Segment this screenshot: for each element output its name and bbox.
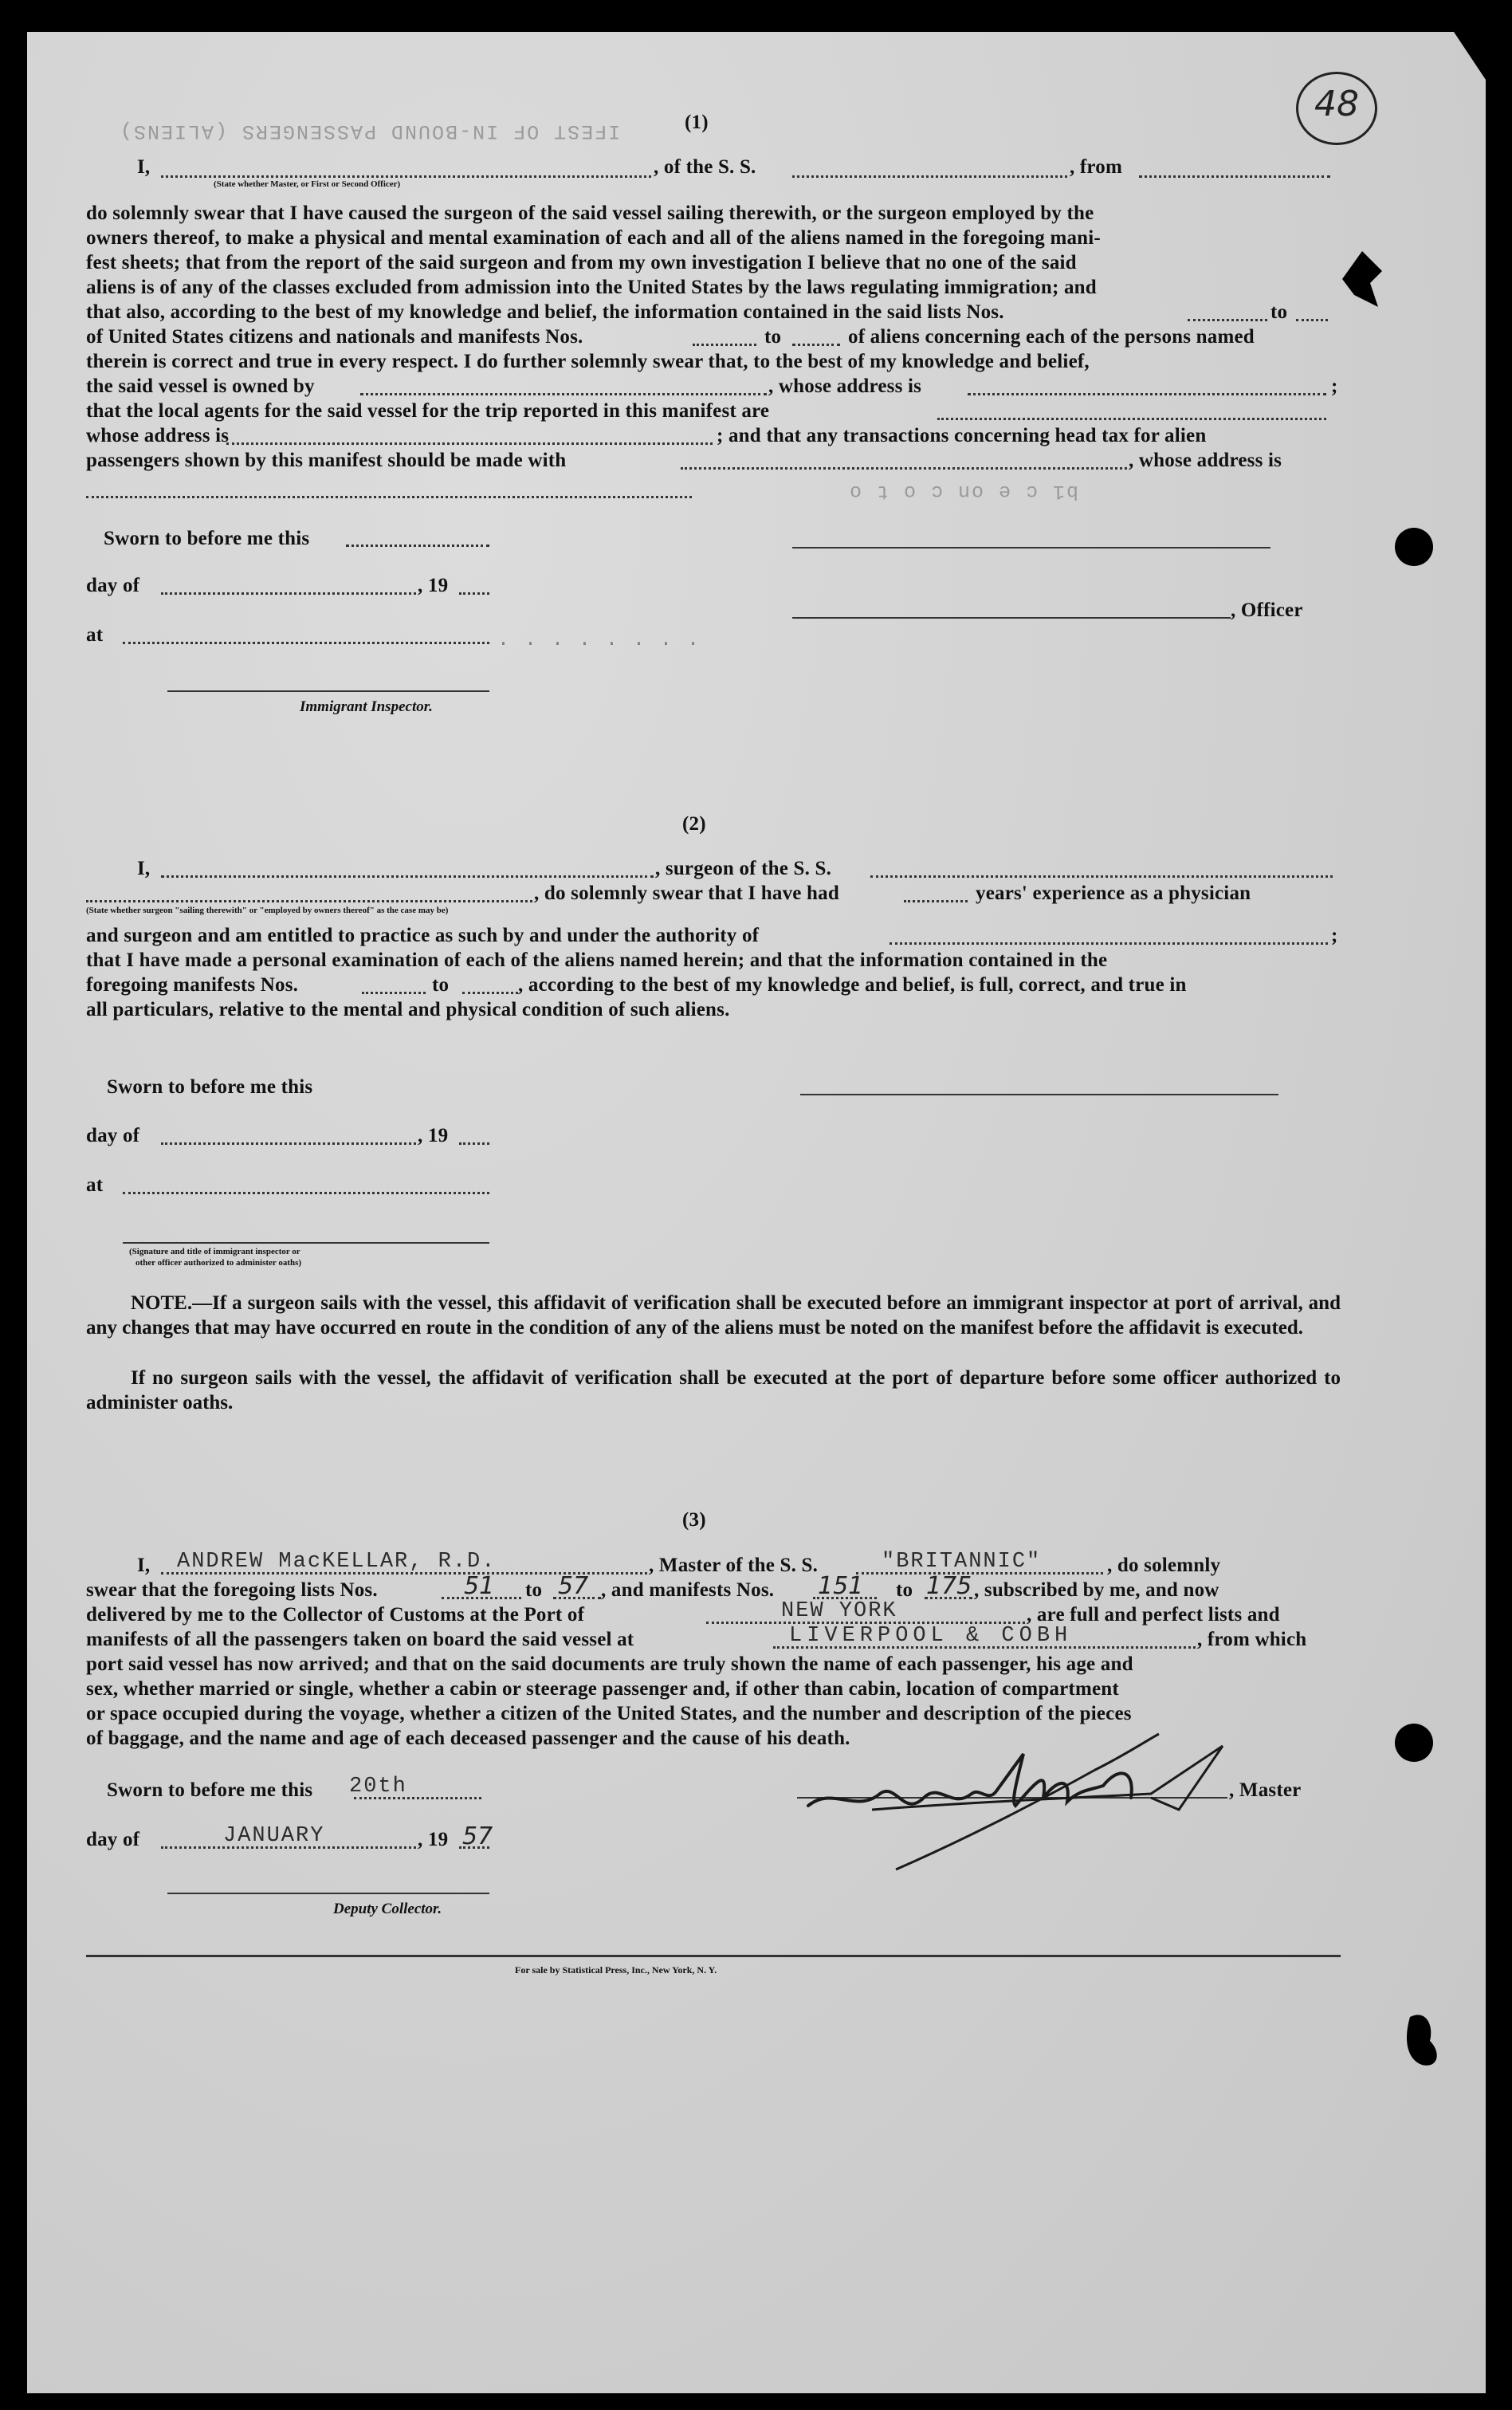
section3-master-name: ANDREW MacKELLAR, R.D. <box>177 1550 497 1574</box>
section1-officer-caption: (State whether Master, or First or Second Officer) <box>214 179 401 189</box>
section1-line8a: the said vessel is owned by <box>86 375 315 397</box>
section3-line4: port said vessel has now arrived; and that on the said documents are truly shown the name of each passenger, his age and <box>86 1653 1133 1675</box>
section2-signature-line <box>800 1094 1278 1095</box>
section2-line3c: , according to the best of my knowledge and belief, is full, correct, and true in <box>518 974 1187 996</box>
section3-manifests-to: 175 <box>926 1572 972 1600</box>
section1-heading: (1) <box>685 112 709 133</box>
manifest-affidavit-page <box>27 32 1486 2393</box>
section1-line5a: that also, according to the best of my knowledge and belief, the information contained in the said lists Nos. <box>86 301 1004 323</box>
section1-line7: therein is correct and true in every respect. I do further solemnly swear that, to the best of my knowledge and belief, <box>86 351 1090 372</box>
section2-line3b: to <box>432 974 450 996</box>
section1-officer: , Officer <box>1231 600 1303 621</box>
section2-to-line <box>462 992 518 994</box>
section3-sworn: Sworn to before me this <box>107 1779 313 1801</box>
section3-year-prefix: , 19 <box>418 1829 449 1850</box>
section2-line4: all particulars, relative to the mental and physical condition of such aliens. <box>86 999 730 1020</box>
section1-line10b: ; and that any transactions concerning head tax for alien <box>717 425 1207 446</box>
section2-surgeon-caption: (State whether surgeon "sailing therewith" or "employed by owners thereof" as the case may be) <box>86 906 449 915</box>
section2-at-line <box>123 1192 489 1194</box>
section1-day-line <box>161 592 416 595</box>
section2-from-line <box>362 992 426 994</box>
section2-solemnly: , do solemnly swear that I have had <box>534 883 839 904</box>
section3-from-which: , from which <box>1197 1629 1307 1650</box>
section3-line5: sex, whether married or single, whether a cabin or steerage passenger and, if other than cabin, location of compartment <box>86 1678 1119 1700</box>
section3-subscribed: , subscribed by me, and now <box>974 1579 1219 1601</box>
section3-line6: or space occupied during the voyage, whether a citizen of the United States, and the number and description of the pieces <box>86 1703 1132 1724</box>
section1-sworn-line <box>346 545 489 547</box>
section3-delivered: delivered by me to the Collector of Customs at the Port of <box>86 1604 585 1626</box>
section1-lists-to-line <box>1296 319 1328 321</box>
section1-from-line <box>1139 175 1330 178</box>
section3-master-of: , Master of the S. S. <box>649 1555 819 1576</box>
section1-line4: aliens is of any of the classes excluded from admission into the United States by the laws regulating immigration; and <box>86 277 1097 298</box>
section3-manifests-of: manifests of all the passengers taken on board the said vessel at <box>86 1629 634 1650</box>
section3-manifests-from: 151 <box>818 1572 864 1600</box>
section3-i: I, <box>137 1555 151 1576</box>
section1-line9: that the local agents for the said vessel for the trip reported in this manifest are <box>86 400 770 422</box>
section1-day-of: day of <box>86 575 140 596</box>
section1-year: , 19 <box>418 575 449 596</box>
section3-deputy-line <box>167 1893 489 1894</box>
section1-inspector-line <box>167 690 489 692</box>
section2-years-line <box>904 900 968 902</box>
section2-heading: (2) <box>682 813 706 835</box>
section3-deputy: Deputy Collector. <box>333 1901 442 1917</box>
section1-year-line <box>459 592 489 595</box>
section1-line1: do solemnly swear that I have caused the surgeon of the said vessel sailing therewith, or the surgeon employed by the <box>86 202 1094 224</box>
section1-line6a: of United States citizens and nationals and manifests Nos. <box>86 326 583 348</box>
section2-years: years' experience as a physician <box>976 883 1251 904</box>
section1-line6c: of aliens concerning each of the persons named <box>848 326 1255 348</box>
section2-at: at <box>86 1174 104 1196</box>
section2-surgeon-of: , surgeon of the S. S. <box>655 858 832 879</box>
section1-line11a: passengers shown by this manifest should be made with <box>86 450 567 471</box>
section3-port: NEW YORK <box>781 1599 897 1623</box>
section1-lists-from-line <box>1188 319 1267 321</box>
section3-full-perfect: , are full and perfect lists and <box>1027 1604 1280 1626</box>
section1-sworn: Sworn to before me this <box>104 528 310 549</box>
section1-semicolon1: ; <box>1331 375 1338 397</box>
section1-of-ss: , of the S. S. <box>654 156 756 178</box>
section1-from: , from <box>1070 156 1122 178</box>
section3-month: JANUARY <box>223 1824 325 1848</box>
bleed-through-middle: b1 c e on c o t o <box>848 480 1079 503</box>
section1-i: I, <box>137 156 151 178</box>
section1-at: at <box>86 624 104 646</box>
section2-line1: and surgeon and am entitled to practice as such by and under the authority of <box>86 925 760 946</box>
section3-ship: "BRITANNIC" <box>882 1550 1042 1574</box>
bleed-through-header: IFEST OF IN-BOUND PASSENGERS (ALIENS) <box>119 120 621 143</box>
section2-line3a: foregoing manifests Nos. <box>86 974 299 996</box>
section2-sig-caption1: (Signature and title of immigrant inspector or <box>129 1247 300 1256</box>
corner-tear <box>1454 32 1486 80</box>
section2-inspector-line <box>123 1242 489 1244</box>
ink-blot-right <box>1334 247 1390 311</box>
section1-headtax-address-line <box>86 496 692 498</box>
punch-hole-top <box>1395 528 1433 566</box>
section2-day-of: day of <box>86 1125 140 1146</box>
section1-line8b: , whose address is <box>768 375 922 397</box>
section1-manifests-to-line <box>792 344 840 346</box>
section3-lists-to: 57 <box>558 1572 589 1600</box>
section2-ship-line <box>870 875 1333 878</box>
footer-imprint: For sale by Statistical Press, Inc., New York, N. Y. <box>515 1964 717 1976</box>
section1-agents-address-line <box>226 442 713 445</box>
section1-at-line <box>123 642 489 644</box>
section2-type-line <box>86 900 532 902</box>
section3-line7: of baggage, and the name and age of each deceased passenger and the cause of his death. <box>86 1728 850 1749</box>
section3-day-of: day of <box>86 1829 140 1850</box>
section1-line6b: to <box>764 326 782 348</box>
section2-semicolon: ; <box>1331 925 1338 946</box>
section3-sworn-day: 20th <box>349 1775 407 1799</box>
punch-hole-bottom <box>1395 1724 1433 1762</box>
section2-sig-caption2: other officer authorized to administer oaths) <box>135 1258 302 1268</box>
section2-sworn: Sworn to before me this <box>107 1076 313 1098</box>
section3-manifests: , and manifests Nos. <box>601 1579 775 1601</box>
section2-year-line <box>459 1142 489 1145</box>
section1-line11b: , whose address is <box>1129 450 1282 471</box>
section3-swear-lists: swear that the foregoing lists Nos. <box>86 1579 378 1601</box>
section3-lists-from: 51 <box>464 1572 495 1600</box>
section1-officer-line <box>161 175 651 178</box>
section3-master: , Master <box>1229 1779 1302 1801</box>
section1-line3: fest sheets; that from the report of the said surgeon and from my own investigation I believe that no one of the said <box>86 252 1077 273</box>
section2-name-line <box>161 875 654 878</box>
section2-year: , 19 <box>418 1125 449 1146</box>
note-paragraph-2: If no surgeon sails with the vessel, the affidavit of verification shall be executed at the port of departure before some officer authorized to administer oaths. <box>86 1367 1341 1413</box>
section1-owner-address-line <box>968 393 1326 395</box>
section1-manifests-from-line <box>693 344 756 346</box>
section3-year-suffix: 57 <box>462 1822 493 1850</box>
page-number-text: 48 <box>1314 84 1359 124</box>
section1-line2: owners thereof, to make a physical and mental examination of each and all of the aliens named in the foregoing mani- <box>86 227 1101 249</box>
section1-ghost-dots: . . . . . . . . <box>497 628 701 651</box>
section1-signature-line <box>792 547 1270 548</box>
note-paragraph-1: NOTE.—If a surgeon sails with the vessel, this affidavit of verification shall be executed before an immigrant inspector at port of arrival, and any changes that may have occurred en route in the condition of any of the aliens must be noted on the manifest before the affidavit is executed. <box>86 1292 1341 1339</box>
section1-ship-line <box>792 175 1067 178</box>
section2-line2: that I have made a personal examination of each of the aliens named herein; and that the information contained in the <box>86 949 1108 971</box>
ink-blot-bottom <box>1398 2009 1446 2073</box>
section1-line10a: whose address is <box>86 425 230 446</box>
section3-to1: to <box>525 1579 543 1601</box>
section3-heading: (3) <box>682 1509 706 1531</box>
section1-owner-line <box>360 393 767 395</box>
section1-agents-line <box>937 418 1326 420</box>
section2-authority-line <box>890 942 1328 945</box>
section3-do-solemnly: , do solemnly <box>1107 1555 1221 1576</box>
section1-officer-line2 <box>792 617 1231 619</box>
footer-rule <box>86 1955 1341 1957</box>
section3-departure: LIVERPOOL & COBH <box>789 1624 1073 1648</box>
section1-headtax-line <box>681 467 1127 470</box>
section2-i: I, <box>137 858 151 879</box>
section1-line5b: to <box>1270 301 1288 323</box>
section2-day-line <box>161 1142 416 1145</box>
master-signature <box>776 1722 1270 1881</box>
section1-inspector: Immigrant Inspector. <box>300 698 433 715</box>
section3-to2: to <box>896 1579 913 1601</box>
